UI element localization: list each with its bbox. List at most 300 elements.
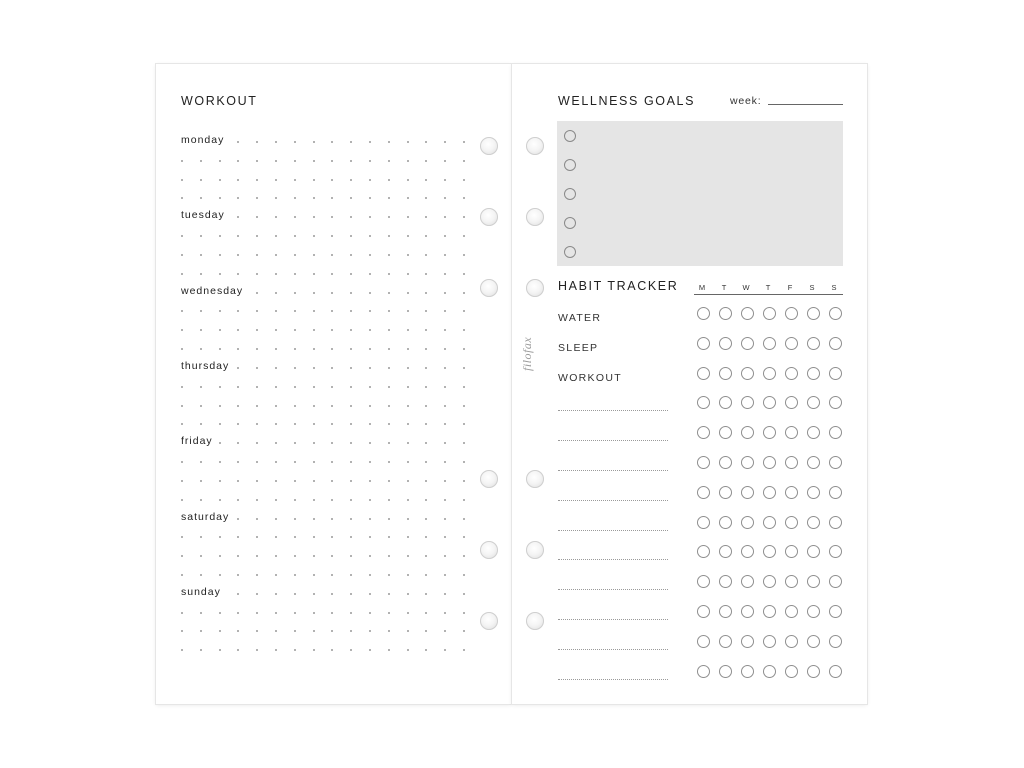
dot — [256, 254, 258, 256]
dot — [350, 423, 352, 425]
habit-checkbox[interactable] — [697, 575, 710, 588]
habit-checkbox[interactable] — [785, 307, 798, 320]
habit-name-line[interactable] — [558, 500, 668, 502]
dot — [181, 197, 183, 199]
habit-checkbox[interactable] — [807, 486, 820, 499]
dot — [463, 160, 465, 162]
habit-checkbox[interactable] — [829, 516, 842, 529]
dot — [331, 273, 333, 275]
habit-checkbox[interactable] — [697, 307, 710, 320]
dot — [256, 197, 258, 199]
dot — [350, 630, 352, 632]
dot — [444, 141, 446, 143]
habit-checkbox[interactable] — [697, 486, 710, 499]
ring-hole-right — [526, 470, 544, 488]
habit-checkbox[interactable] — [807, 665, 820, 678]
dot — [294, 367, 296, 369]
habit-name-line[interactable] — [558, 619, 668, 621]
dot — [275, 499, 277, 501]
dot — [425, 423, 427, 425]
dot — [463, 593, 465, 595]
dot — [331, 555, 333, 557]
habit-checkbox[interactable] — [719, 456, 732, 469]
dot — [331, 630, 333, 632]
habit-checkbox[interactable] — [719, 545, 732, 558]
dot — [369, 310, 371, 312]
dot — [463, 612, 465, 614]
dot — [463, 423, 465, 425]
dot — [407, 612, 409, 614]
ring-hole-left — [480, 470, 498, 488]
habit-checkbox[interactable] — [807, 605, 820, 618]
dot-row[interactable] — [181, 630, 466, 634]
dot — [388, 405, 390, 407]
habit-checkbox[interactable] — [719, 396, 732, 409]
dot — [200, 273, 202, 275]
dot — [219, 235, 221, 237]
dot — [294, 235, 296, 237]
habit-checkbox[interactable] — [807, 575, 820, 588]
dot-row[interactable] — [181, 348, 466, 352]
dot — [388, 254, 390, 256]
dot-row[interactable] — [181, 310, 466, 314]
habit-checkbox[interactable] — [719, 665, 732, 678]
dot — [369, 442, 371, 444]
dot — [350, 367, 352, 369]
dot-row[interactable] — [181, 254, 466, 258]
ring-hole-left — [480, 137, 498, 155]
dot — [275, 160, 277, 162]
habit-checkbox[interactable] — [741, 545, 754, 558]
goal-checkbox[interactable] — [564, 246, 576, 258]
dot-row[interactable] — [181, 423, 466, 427]
dot — [275, 292, 277, 294]
habit-checkbox[interactable] — [785, 605, 798, 618]
dot — [237, 235, 239, 237]
dot — [237, 386, 239, 388]
dot-row[interactable] — [181, 405, 466, 409]
habit-checkbox[interactable] — [829, 545, 842, 558]
dot — [256, 442, 258, 444]
habit-label-water: WATER — [558, 312, 602, 324]
habit-checkbox[interactable] — [741, 456, 754, 469]
habit-checkbox[interactable] — [807, 545, 820, 558]
dot — [407, 160, 409, 162]
dot — [425, 386, 427, 388]
habit-checkbox[interactable] — [807, 307, 820, 320]
habit-checkbox[interactable] — [697, 456, 710, 469]
dot — [237, 574, 239, 576]
dot — [463, 141, 465, 143]
ring-hole-left — [480, 279, 498, 297]
habit-checkbox[interactable] — [697, 545, 710, 558]
habit-checkbox[interactable] — [741, 575, 754, 588]
dot — [463, 254, 465, 256]
day-header: W — [742, 283, 750, 292]
dot — [463, 273, 465, 275]
dot — [388, 518, 390, 520]
dot — [350, 612, 352, 614]
dot — [219, 405, 221, 407]
habit-checkbox[interactable] — [807, 367, 820, 380]
dot — [388, 348, 390, 350]
dot — [350, 197, 352, 199]
habit-checkbox[interactable] — [807, 426, 820, 439]
dot — [369, 141, 371, 143]
dot — [369, 329, 371, 331]
dot — [350, 310, 352, 312]
dot — [388, 649, 390, 651]
dot — [425, 310, 427, 312]
habit-checkbox[interactable] — [719, 605, 732, 618]
dot-row[interactable] — [181, 649, 466, 653]
dot — [369, 536, 371, 538]
habit-checkbox[interactable] — [741, 367, 754, 380]
ring-hole-right — [526, 541, 544, 559]
habit-checkbox[interactable] — [697, 665, 710, 678]
dot — [313, 292, 315, 294]
dot — [313, 499, 315, 501]
habit-checkbox[interactable] — [807, 396, 820, 409]
habit-checkbox[interactable] — [829, 635, 842, 648]
dot — [388, 386, 390, 388]
day-header-line — [694, 294, 843, 295]
dot — [444, 160, 446, 162]
habit-checkbox[interactable] — [829, 486, 842, 499]
dot — [237, 179, 239, 181]
habit-checkbox[interactable] — [763, 486, 776, 499]
dot — [369, 216, 371, 218]
habit-checkbox[interactable] — [785, 635, 798, 648]
dot — [444, 329, 446, 331]
dot — [219, 386, 221, 388]
habit-checkbox[interactable] — [785, 367, 798, 380]
habit-checkbox[interactable] — [763, 337, 776, 350]
habit-checkbox[interactable] — [697, 426, 710, 439]
dot — [294, 179, 296, 181]
dot — [275, 235, 277, 237]
dot — [219, 555, 221, 557]
goals-box — [557, 121, 843, 266]
habit-checkbox[interactable] — [719, 307, 732, 320]
dot — [275, 310, 277, 312]
dot-row[interactable] — [181, 499, 466, 503]
dot — [444, 216, 446, 218]
dot — [181, 574, 183, 576]
habit-checkbox[interactable] — [807, 337, 820, 350]
habit-checkbox[interactable] — [829, 575, 842, 588]
dot — [463, 461, 465, 463]
dot — [425, 630, 427, 632]
dot — [294, 292, 296, 294]
habit-checkbox[interactable] — [829, 337, 842, 350]
habit-checkbox[interactable] — [697, 337, 710, 350]
dot — [200, 235, 202, 237]
dot — [463, 292, 465, 294]
dot — [256, 612, 258, 614]
dot — [294, 273, 296, 275]
habit-checkbox[interactable] — [741, 486, 754, 499]
habit-checkbox[interactable] — [763, 426, 776, 439]
dot — [275, 536, 277, 538]
dot — [388, 310, 390, 312]
habit-checkbox[interactable] — [785, 575, 798, 588]
dot — [350, 461, 352, 463]
habit-checkbox[interactable] — [741, 337, 754, 350]
habit-checkbox[interactable] — [741, 426, 754, 439]
habit-name-line[interactable] — [558, 470, 668, 472]
dot — [313, 179, 315, 181]
dot-row[interactable] — [181, 574, 466, 578]
dot — [294, 536, 296, 538]
dot — [331, 423, 333, 425]
dot — [256, 179, 258, 181]
habit-checkbox[interactable] — [807, 456, 820, 469]
dot-row[interactable] — [181, 555, 466, 559]
day-label-wednesday: wednesday — [181, 285, 247, 297]
dot — [463, 179, 465, 181]
ring-hole-right — [526, 137, 544, 155]
dot — [256, 518, 258, 520]
habit-checkbox[interactable] — [741, 635, 754, 648]
habit-checkbox[interactable] — [829, 665, 842, 678]
dot-row[interactable] — [181, 386, 466, 390]
dot — [219, 160, 221, 162]
goal-checkbox[interactable] — [564, 217, 576, 229]
habit-checkbox[interactable] — [763, 575, 776, 588]
habit-checkbox[interactable] — [785, 545, 798, 558]
dot — [388, 292, 390, 294]
dot — [463, 235, 465, 237]
dot — [388, 536, 390, 538]
habit-checkbox[interactable] — [829, 367, 842, 380]
habit-checkbox[interactable] — [719, 426, 732, 439]
dot — [200, 499, 202, 501]
dot — [369, 499, 371, 501]
week-input-line[interactable] — [768, 104, 843, 105]
dot — [463, 367, 465, 369]
day-label-sunday: sunday — [181, 586, 225, 598]
dot-row[interactable] — [181, 179, 466, 183]
dot-row[interactable] — [181, 160, 466, 164]
habit-checkbox[interactable] — [763, 665, 776, 678]
dot — [256, 273, 258, 275]
habit-checkbox[interactable] — [785, 665, 798, 678]
habit-name-line[interactable] — [558, 440, 668, 442]
dot — [407, 649, 409, 651]
dot — [444, 480, 446, 482]
dot — [200, 555, 202, 557]
dot — [313, 442, 315, 444]
habit-checkbox[interactable] — [785, 516, 798, 529]
habit-checkbox[interactable] — [785, 337, 798, 350]
habit-checkbox[interactable] — [763, 396, 776, 409]
habit-checkbox[interactable] — [807, 516, 820, 529]
habit-checkbox[interactable] — [763, 635, 776, 648]
dot — [219, 254, 221, 256]
habit-name-line[interactable] — [558, 559, 668, 561]
habit-checkbox[interactable] — [763, 605, 776, 618]
habit-checkbox[interactable] — [785, 486, 798, 499]
habit-checkbox[interactable] — [719, 337, 732, 350]
habit-name-line[interactable] — [558, 410, 668, 412]
dot — [388, 423, 390, 425]
habit-checkbox[interactable] — [829, 605, 842, 618]
habit-checkbox[interactable] — [829, 396, 842, 409]
dot — [181, 555, 183, 557]
dot — [425, 273, 427, 275]
habit-checkbox[interactable] — [763, 545, 776, 558]
dot — [369, 612, 371, 614]
habit-tracker-title: HABIT TRACKER — [558, 279, 679, 293]
dot — [369, 235, 371, 237]
dot — [275, 574, 277, 576]
dot — [256, 649, 258, 651]
habit-checkbox[interactable] — [785, 426, 798, 439]
habit-checkbox[interactable] — [697, 516, 710, 529]
habit-checkbox[interactable] — [719, 575, 732, 588]
dot — [181, 423, 183, 425]
habit-checkbox[interactable] — [763, 456, 776, 469]
dot — [294, 518, 296, 520]
habit-checkbox[interactable] — [763, 367, 776, 380]
dot — [313, 197, 315, 199]
dot — [331, 348, 333, 350]
dot — [256, 480, 258, 482]
dot — [219, 461, 221, 463]
dot — [313, 367, 315, 369]
dot — [444, 348, 446, 350]
dot — [350, 273, 352, 275]
dot — [275, 179, 277, 181]
dot — [256, 160, 258, 162]
dot — [275, 329, 277, 331]
habit-checkbox[interactable] — [785, 456, 798, 469]
habit-checkbox[interactable] — [719, 516, 732, 529]
dot — [237, 649, 239, 651]
dot — [237, 461, 239, 463]
habit-name-line[interactable] — [558, 530, 668, 532]
dot — [388, 179, 390, 181]
habit-checkbox[interactable] — [719, 367, 732, 380]
dot — [237, 499, 239, 501]
habit-checkbox[interactable] — [741, 307, 754, 320]
dot — [331, 310, 333, 312]
dot — [331, 197, 333, 199]
dot — [294, 348, 296, 350]
dot — [369, 574, 371, 576]
dot — [331, 160, 333, 162]
dot — [407, 235, 409, 237]
dot-row[interactable] — [181, 329, 466, 333]
dot — [200, 536, 202, 538]
habit-checkbox[interactable] — [697, 605, 710, 618]
habit-checkbox[interactable] — [697, 396, 710, 409]
dot — [219, 329, 221, 331]
dot — [237, 480, 239, 482]
dot — [425, 555, 427, 557]
dot-row[interactable] — [181, 536, 466, 540]
dot — [181, 179, 183, 181]
dot — [294, 160, 296, 162]
dot-row[interactable] — [181, 480, 466, 484]
dot — [256, 216, 258, 218]
habit-checkbox[interactable] — [763, 307, 776, 320]
dot-row[interactable] — [181, 461, 466, 465]
dot-row[interactable] — [181, 612, 466, 616]
dot — [200, 348, 202, 350]
goal-checkbox[interactable] — [564, 188, 576, 200]
habit-checkbox[interactable] — [741, 396, 754, 409]
dot-row[interactable] — [181, 197, 466, 201]
dot — [256, 405, 258, 407]
dot-row[interactable] — [181, 273, 466, 277]
habit-name-line[interactable] — [558, 589, 668, 591]
habit-checkbox[interactable] — [697, 635, 710, 648]
goal-checkbox[interactable] — [564, 130, 576, 142]
dot — [331, 612, 333, 614]
dot — [237, 141, 239, 143]
dot — [313, 649, 315, 651]
habit-checkbox[interactable] — [829, 307, 842, 320]
habit-name-line[interactable] — [558, 679, 668, 681]
habit-checkbox[interactable] — [719, 635, 732, 648]
dot — [237, 254, 239, 256]
dot — [275, 348, 277, 350]
dot — [463, 518, 465, 520]
dot — [388, 612, 390, 614]
habit-checkbox[interactable] — [697, 367, 710, 380]
habit-checkbox[interactable] — [741, 605, 754, 618]
dot — [444, 442, 446, 444]
dot — [388, 574, 390, 576]
dot — [313, 160, 315, 162]
dot — [200, 405, 202, 407]
dot — [444, 612, 446, 614]
dot — [181, 273, 183, 275]
habit-checkbox[interactable] — [807, 635, 820, 648]
dot — [256, 348, 258, 350]
dot-row[interactable] — [181, 442, 466, 446]
habit-checkbox[interactable] — [763, 516, 776, 529]
goal-checkbox[interactable] — [564, 159, 576, 171]
dot — [425, 197, 427, 199]
dot — [200, 423, 202, 425]
dot — [313, 348, 315, 350]
dot — [294, 574, 296, 576]
habit-checkbox[interactable] — [741, 665, 754, 678]
habit-checkbox[interactable] — [829, 456, 842, 469]
dot — [407, 197, 409, 199]
dot — [237, 593, 239, 595]
dot — [313, 461, 315, 463]
dot — [425, 499, 427, 501]
habit-checkbox[interactable] — [829, 426, 842, 439]
dot — [181, 499, 183, 501]
habit-checkbox[interactable] — [785, 396, 798, 409]
habit-checkbox[interactable] — [741, 516, 754, 529]
dot — [407, 179, 409, 181]
habit-name-line[interactable] — [558, 649, 668, 651]
dot — [313, 593, 315, 595]
dot — [350, 536, 352, 538]
dot — [444, 630, 446, 632]
dot — [219, 197, 221, 199]
dot — [425, 612, 427, 614]
dot — [425, 574, 427, 576]
habit-checkbox[interactable] — [719, 486, 732, 499]
dot-row[interactable] — [181, 235, 466, 239]
